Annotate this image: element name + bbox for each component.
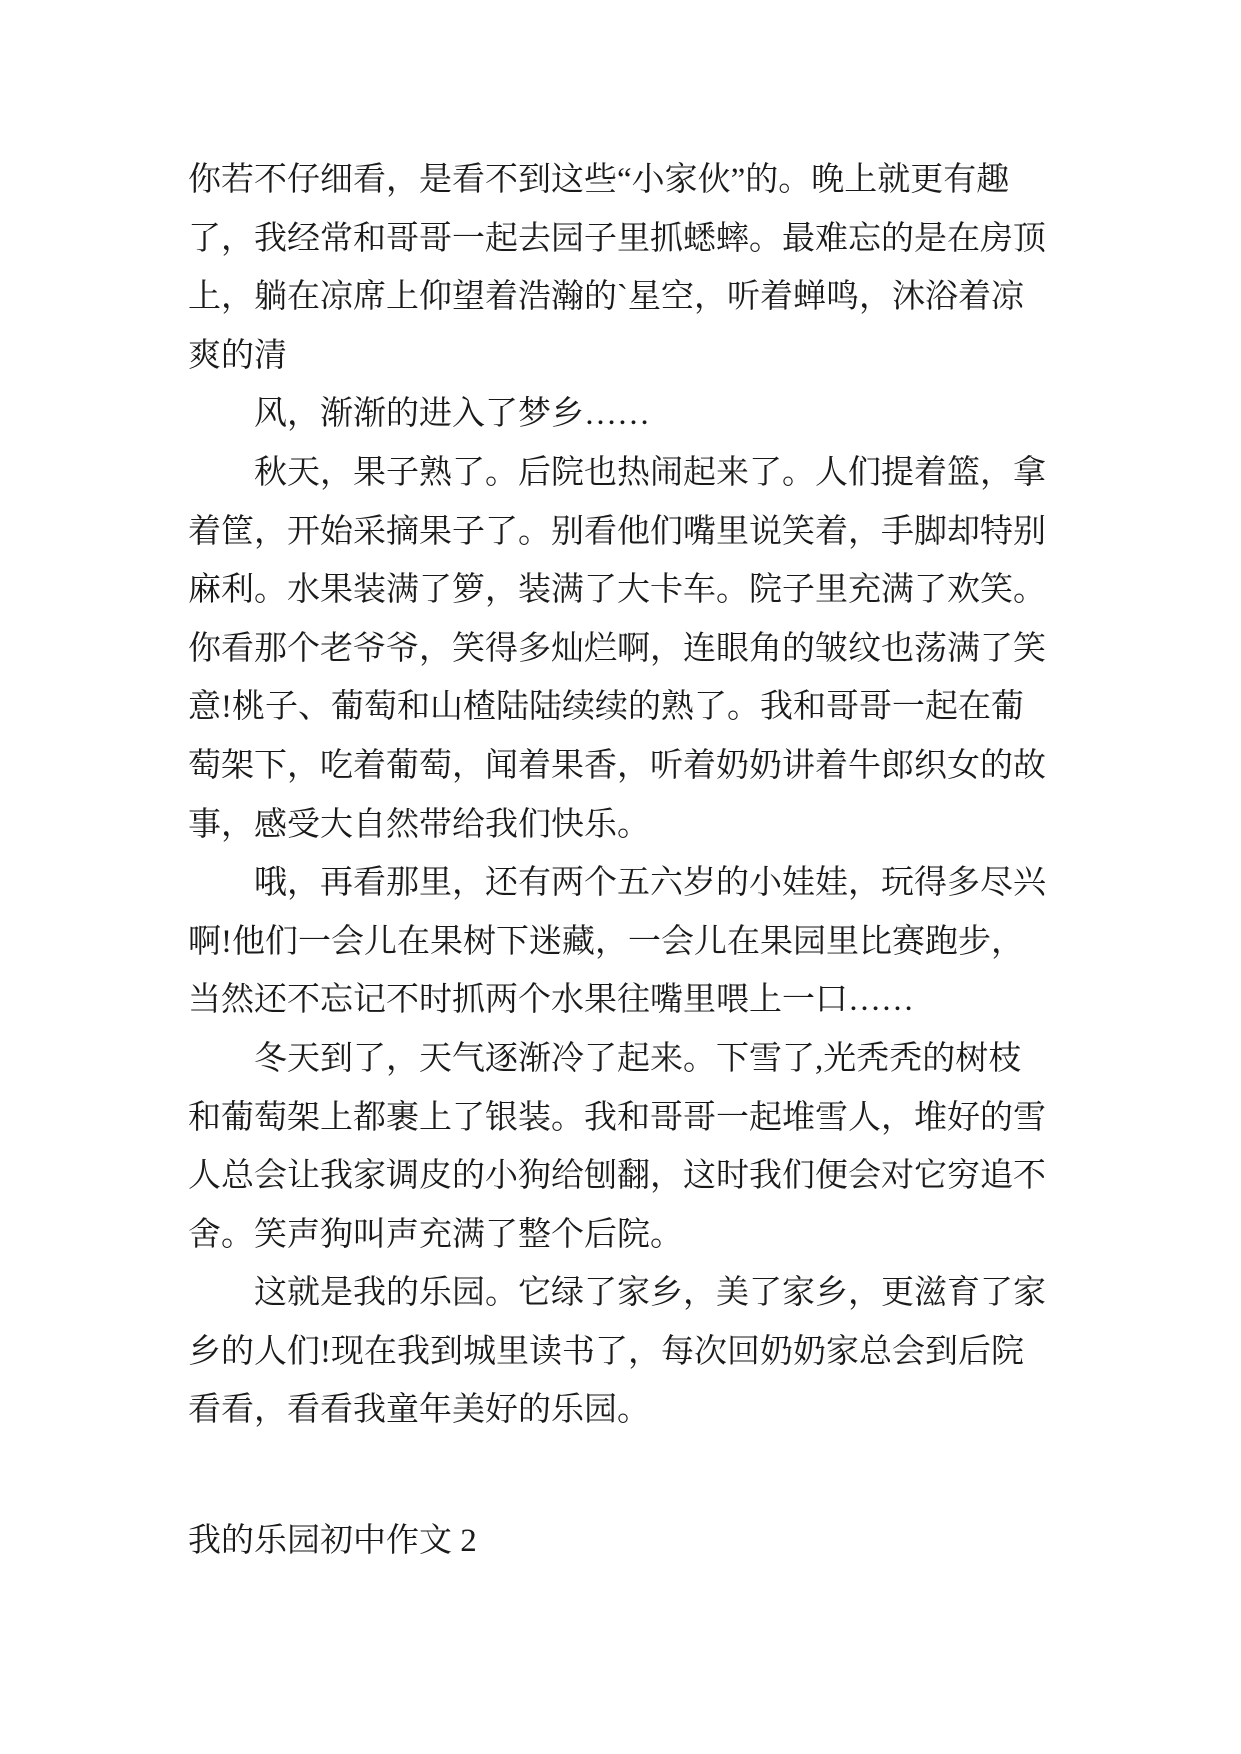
text-line: 当然还不忘记不时抓两个水果往嘴里喂上一口…… — [188, 982, 914, 1019]
text-line: 萄架下，吃着葡萄，闻着果香，听着奶奶讲着牛郎织女的故 — [188, 747, 1046, 784]
text-line: 舍。笑声狗叫声充满了整个后院。 — [188, 1216, 683, 1253]
text-line: 麻利。水果装满了箩，装满了大卡车。院子里充满了欢笑。 — [188, 572, 1046, 609]
text-line: 着筐，开始采摘果子了。别看他们嘴里说笑着，手脚却特别 — [188, 513, 1046, 550]
paragraph-start-line: 哦，再看那里，还有两个五六岁的小娃娃，玩得多尽兴 — [254, 865, 1046, 902]
text-line: 和葡萄架上都裹上了银装。我和哥哥一起堆雪人，堆好的雪 — [188, 1099, 1046, 1136]
text-line: 爽的清 — [188, 337, 287, 374]
text-line: 啊!他们一会儿在果树下迷藏，一会儿在果园里比赛跑步， — [188, 923, 1024, 960]
text-line: 人总会让我家调皮的小狗给刨翻，这时我们便会对它穷追不 — [188, 1158, 1046, 1195]
text-line: 意!桃子、葡萄和山楂陆陆续续的熟了。我和哥哥一起在葡 — [188, 689, 1024, 726]
text-line: 乡的人们!现在我到城里读书了，每次回奶奶家总会到后院 — [188, 1333, 1024, 1370]
text-line: 事，感受大自然带给我们快乐。 — [188, 806, 650, 843]
paragraph-start-line: 秋天，果子熟了。后院也热闹起来了。人们提着篮，拿 — [254, 454, 1046, 491]
text-line: 你看那个老爷爷，笑得多灿烂啊，连眼角的皱纹也荡满了笑 — [188, 630, 1046, 667]
section-heading: 我的乐园初中作文 2 — [188, 1523, 477, 1560]
paragraph-start-line: 这就是我的乐园。它绿了家乡，美了家乡，更滋育了家 — [254, 1275, 1046, 1312]
text-line: 上，躺在凉席上仰望着浩瀚的`星空，听着蝉鸣，沐浴着凉 — [188, 279, 1024, 316]
text-line: 你若不仔细看，是看不到这些“小家伙”的。晚上就更有趣 — [188, 162, 1010, 198]
text-line: 了，我经常和哥哥一起去园子里抓蟋蟀。最难忘的是在房顶 — [188, 220, 1046, 257]
text-line: 看看，看看我童年美好的乐园。 — [188, 1392, 650, 1429]
essay-body — [188, 151, 1068, 1571]
text-line: 风，渐渐的进入了梦乡…… — [254, 396, 650, 433]
paragraph-start-line: 冬天到了，天气逐渐冷了起来。下雪了,光秃秃的树枝 — [254, 1040, 1022, 1077]
